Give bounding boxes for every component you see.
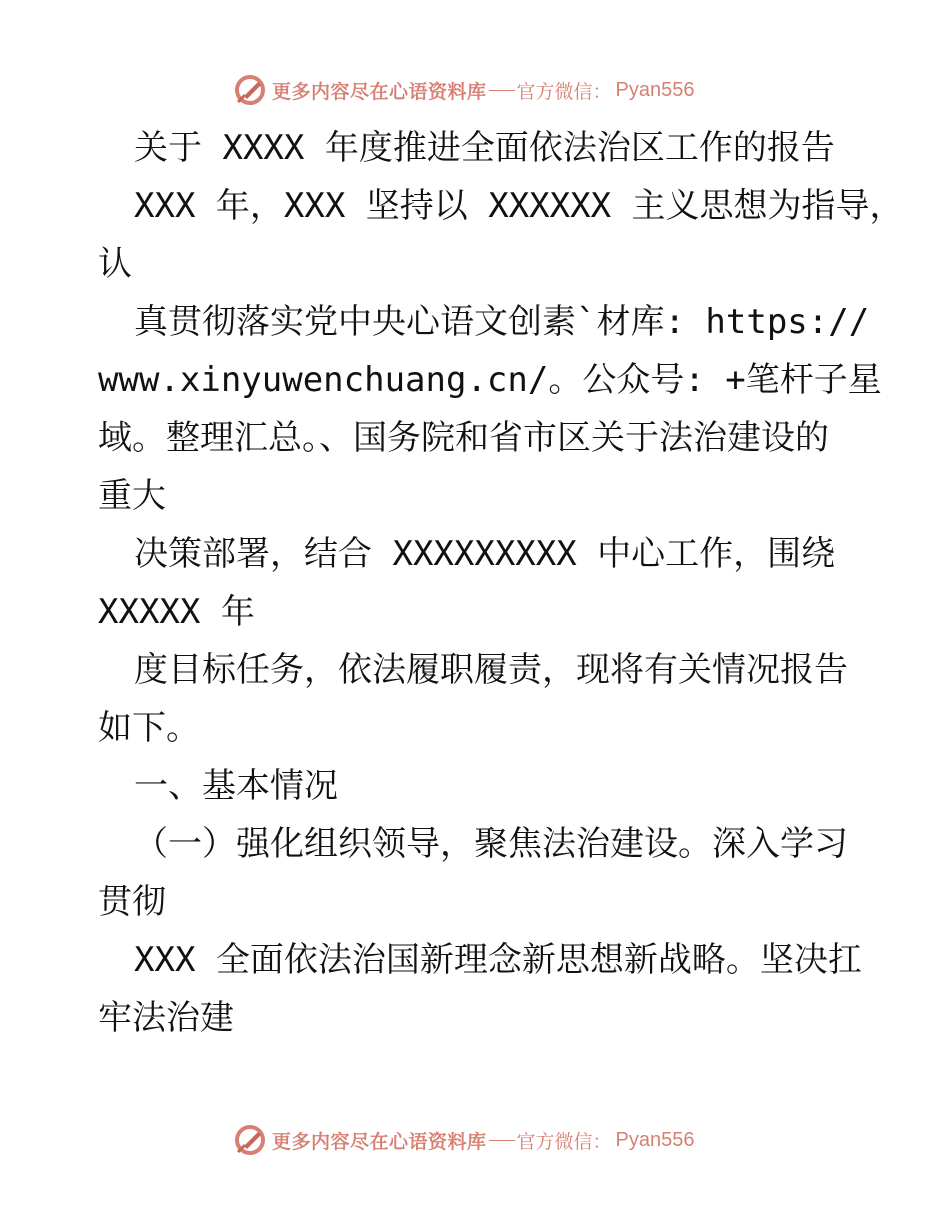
banner-dash [489,90,515,91]
banner-lead-text: 更多内容尽在心语资料库 [272,80,487,103]
banner-wechat-id: Pyan556 [615,78,695,101]
doc-title: 关于 XXXX 年度推进全面依法治区工作的报告 [134,128,835,168]
doc-line: 重大 [98,476,166,516]
brush-seal-logo-icon [232,1122,268,1158]
doc-line: XXXXX 年 [98,592,255,632]
doc-line: 贯彻 [98,882,166,922]
doc-line: 牢法治建 [98,998,234,1038]
banner-dash [489,1140,515,1141]
doc-line: 决策部署，结合 XXXXXXXXX 中心工作，围绕 [134,534,836,574]
brush-seal-logo-icon [232,72,268,108]
section-heading: 一、基本情况 [134,766,338,806]
banner-lead-text: 更多内容尽在心语资料库 [272,1130,487,1153]
doc-line: （一）强化组织领导，聚焦法治建设。深入学习 [134,824,848,864]
banner-wechat-label: 官方微信： [516,1130,612,1153]
doc-line: 认 [98,244,132,284]
doc-line: 如下。 [98,708,200,748]
doc-line: 真贯彻落实党中央心语文创素`材库: https:// [134,302,870,342]
banner-wechat-id: Pyan556 [615,1128,695,1151]
header-watermark-banner [232,72,752,108]
doc-line: www.xinyuwenchuang.cn/。公众号: +笔杆子星 [98,360,882,400]
doc-line: 度目标任务，依法履职履责，现将有关情况报告 [134,650,848,690]
banner-wechat-label: 官方微信： [516,80,612,103]
doc-line: XXX 全面依法治国新理念新思想新战略。坚决扛 [134,940,862,980]
doc-line: 域。整理汇总。、国务院和省市区关于法治建设的 [98,418,829,458]
footer-watermark-banner [232,1122,752,1158]
doc-line: XXX 年，XXX 坚持以 XXXXXX 主义思想为指导， [134,186,904,226]
